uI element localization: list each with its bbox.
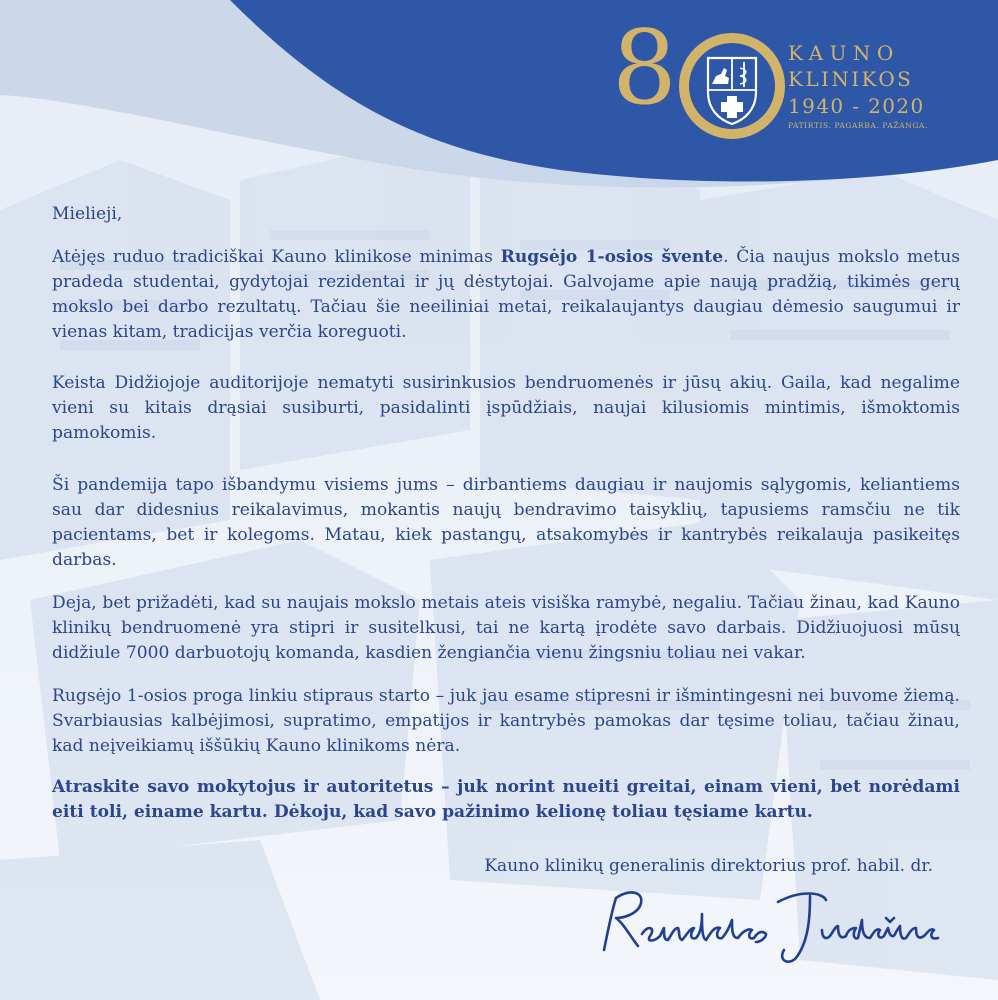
logo-name-line2: KLINIKOS	[788, 67, 914, 91]
logo-eight-digit: 8	[612, 9, 677, 128]
paragraph-1-highlight: Rugsėjo 1-osios švente	[500, 247, 724, 267]
logo-motto: PATIRTIS. PAGARBA. PAŽANGA.	[788, 121, 928, 130]
letter-body	[52, 202, 960, 825]
paragraph-2: Keista Didžiojoje auditorijoje nematyti susirinkusios bendruomenės ir jūsų akių. Gaila, kad negalime vieni su kitais drąsiai susiburti, pasidalinti įspūdžiais, naujai kilusiomis mintimis, išmoktomis pamokomis.	[52, 373, 960, 443]
paragraph-1	[52, 245, 960, 345]
paragraph-4: Deja, bet prižadėti, kad su naujais mokslo metais ateis visiška ramybė, negaliu. Tačiau žinau, kad Kauno klinikų bendruomenė yra stipri ir susitelkusi, tai ne kartą įrodėte savo darbais. Didžiuojuosi mūsų didžiule 7000 darbuotojų komanda, kasdien žengiančia vienu žingsniu toliau nei vakar.	[52, 593, 960, 663]
logo-name-line1: KAUNO	[788, 41, 900, 65]
handwritten-signature	[590, 880, 950, 970]
kauno-klinikos-80-logo	[612, 9, 952, 144]
paragraph-1-rest: . Čia naujus mokslo metus pradeda studentai, gydytojai rezidentai ir jų dėstytojai. Galvojame apie naują pradžią, tikimės gerų mokslo bei darbo rezultatų. Tačiau šie neeiliniai metai, reikalaujantys daugiau dėmesio saugumui ir vienas kitam, tradicijas verčia koreguoti.	[52, 247, 960, 342]
paragraph-5: Rugsėjo 1-osios proga linkiu stipraus starto – juk jau esame stipresni ir išmintingesni nei buvome žiemą. Svarbiausias kalbėjimosi, supratimo, empatijos ir kantrybės pamokas dar tęsime toliau, tačiau žinau, kad neįveikiamų iššūkių Kauno klinikoms nėra.	[52, 686, 960, 756]
closing-paragraph: Atraskite savo mokytojus ir autoritetus – juk norint nueiti greitai, einam vieni, bet norėdami eiti toli, einame kartu. Dėkoju, kad savo pažinimo kelionę toliau tęsiame kartu.	[52, 777, 960, 822]
paragraph-3: Ši pandemija tapo išbandymu visiems jums – dirbantiems daugiau ir naujomis sąlygomis, keliantiems sau dar didesnius reikalavimus, mokantis naujų bendravimo taisyklių, tapusiems ramsčiu ne tik pacientams, bet ir kolegoms. Matau, kiek pastangų, atsakomybės ir kantrybės reikalauja pasikeitęs darbas.	[52, 475, 960, 570]
logo-wordmark	[788, 40, 928, 132]
salutation: Mielieji,	[52, 204, 123, 224]
logo-years: 1940 - 2020	[788, 94, 925, 118]
signoff-title: Kauno klinikų generalinis direktorius prof. habil. dr.	[484, 856, 933, 876]
logo-zero-crest-icon	[678, 32, 786, 140]
paragraph-1-intro: Atėjęs ruduo tradiciškai Kauno klinikose minimas	[52, 247, 501, 267]
